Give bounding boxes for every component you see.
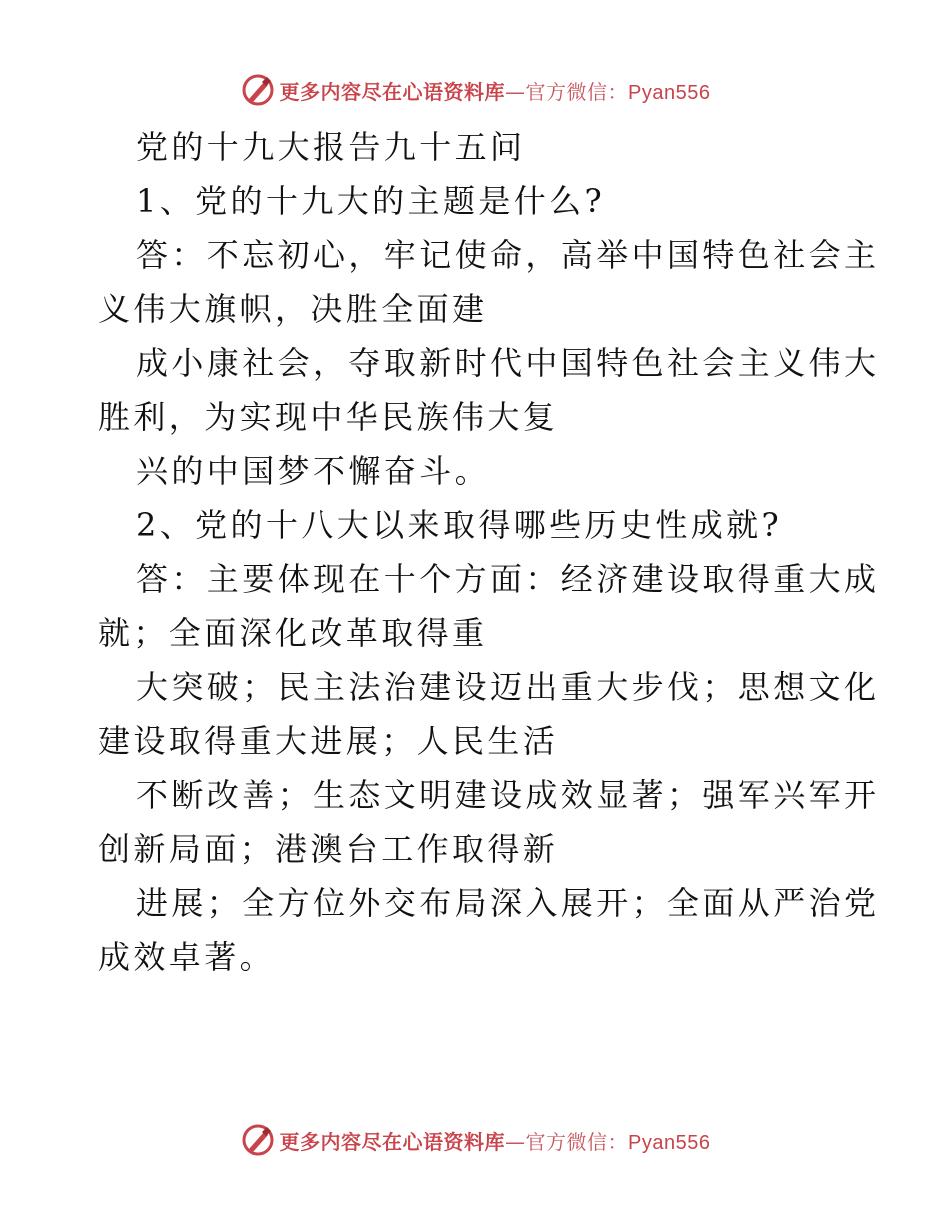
- footer-watermark: [0, 1120, 950, 1160]
- watermark-title: 更多内容尽在心语资料库: [279, 1129, 506, 1154]
- watermark-text: [280, 76, 711, 105]
- header-watermark: [0, 70, 950, 110]
- answer-1-line-1: 答：不忘初心，牢记使命，高举中国特色社会主: [136, 236, 880, 274]
- answer-1-line-3: 成小康社会，夺取新时代中国特色社会主义伟大: [136, 344, 880, 382]
- answer-2-line-1: 答：主要体现在十个方面：经济建设取得重大成: [136, 560, 880, 598]
- watermark-wechat-id: Pyan556: [628, 1131, 711, 1154]
- answer-2-line-7: 进展；全方位外交布局深入展开；全面从严治党: [136, 884, 880, 922]
- answer-2-line-6: 创新局面；港澳台工作取得新: [98, 830, 559, 868]
- answer-1-line-4: 胜利，为实现中华民族伟大复: [98, 398, 559, 436]
- watermark-wechat-label: 官方微信：: [525, 1129, 629, 1154]
- watermark-text: [280, 1126, 711, 1155]
- document-title: 党的十九大报告九十五问: [136, 128, 526, 166]
- pen-circle-logo-icon: [240, 72, 276, 108]
- answer-1-line-5: 兴的中国梦不懈奋斗。: [136, 452, 491, 490]
- answer-2-line-2: 就；全面深化改革取得重: [98, 614, 488, 652]
- answer-2-line-8: 成效卓著。: [98, 938, 276, 976]
- answer-1-line-2: 义伟大旗帜，决胜全面建: [98, 290, 488, 328]
- watermark-dash: —: [505, 1129, 526, 1154]
- watermark-wechat-label: 官方微信：: [525, 79, 629, 104]
- watermark-dash: —: [505, 79, 526, 104]
- watermark-title: 更多内容尽在心语资料库: [279, 79, 506, 104]
- answer-2-line-5: 不断改善；生态文明建设成效显著；强军兴军开: [136, 776, 880, 814]
- watermark-wechat-id: Pyan556: [628, 81, 711, 104]
- pen-circle-logo-icon: [240, 1122, 276, 1158]
- answer-2-line-3: 大突破；民主法治建设迈出重大步伐；思想文化: [136, 668, 880, 706]
- question-1: 1、党的十九大的主题是什么?: [136, 182, 606, 220]
- document-body: [98, 120, 880, 984]
- answer-2-line-4: 建设取得重大进展；人民生活: [98, 722, 559, 760]
- question-2: 2、党的十八大以来取得哪些历史性成就?: [136, 506, 783, 544]
